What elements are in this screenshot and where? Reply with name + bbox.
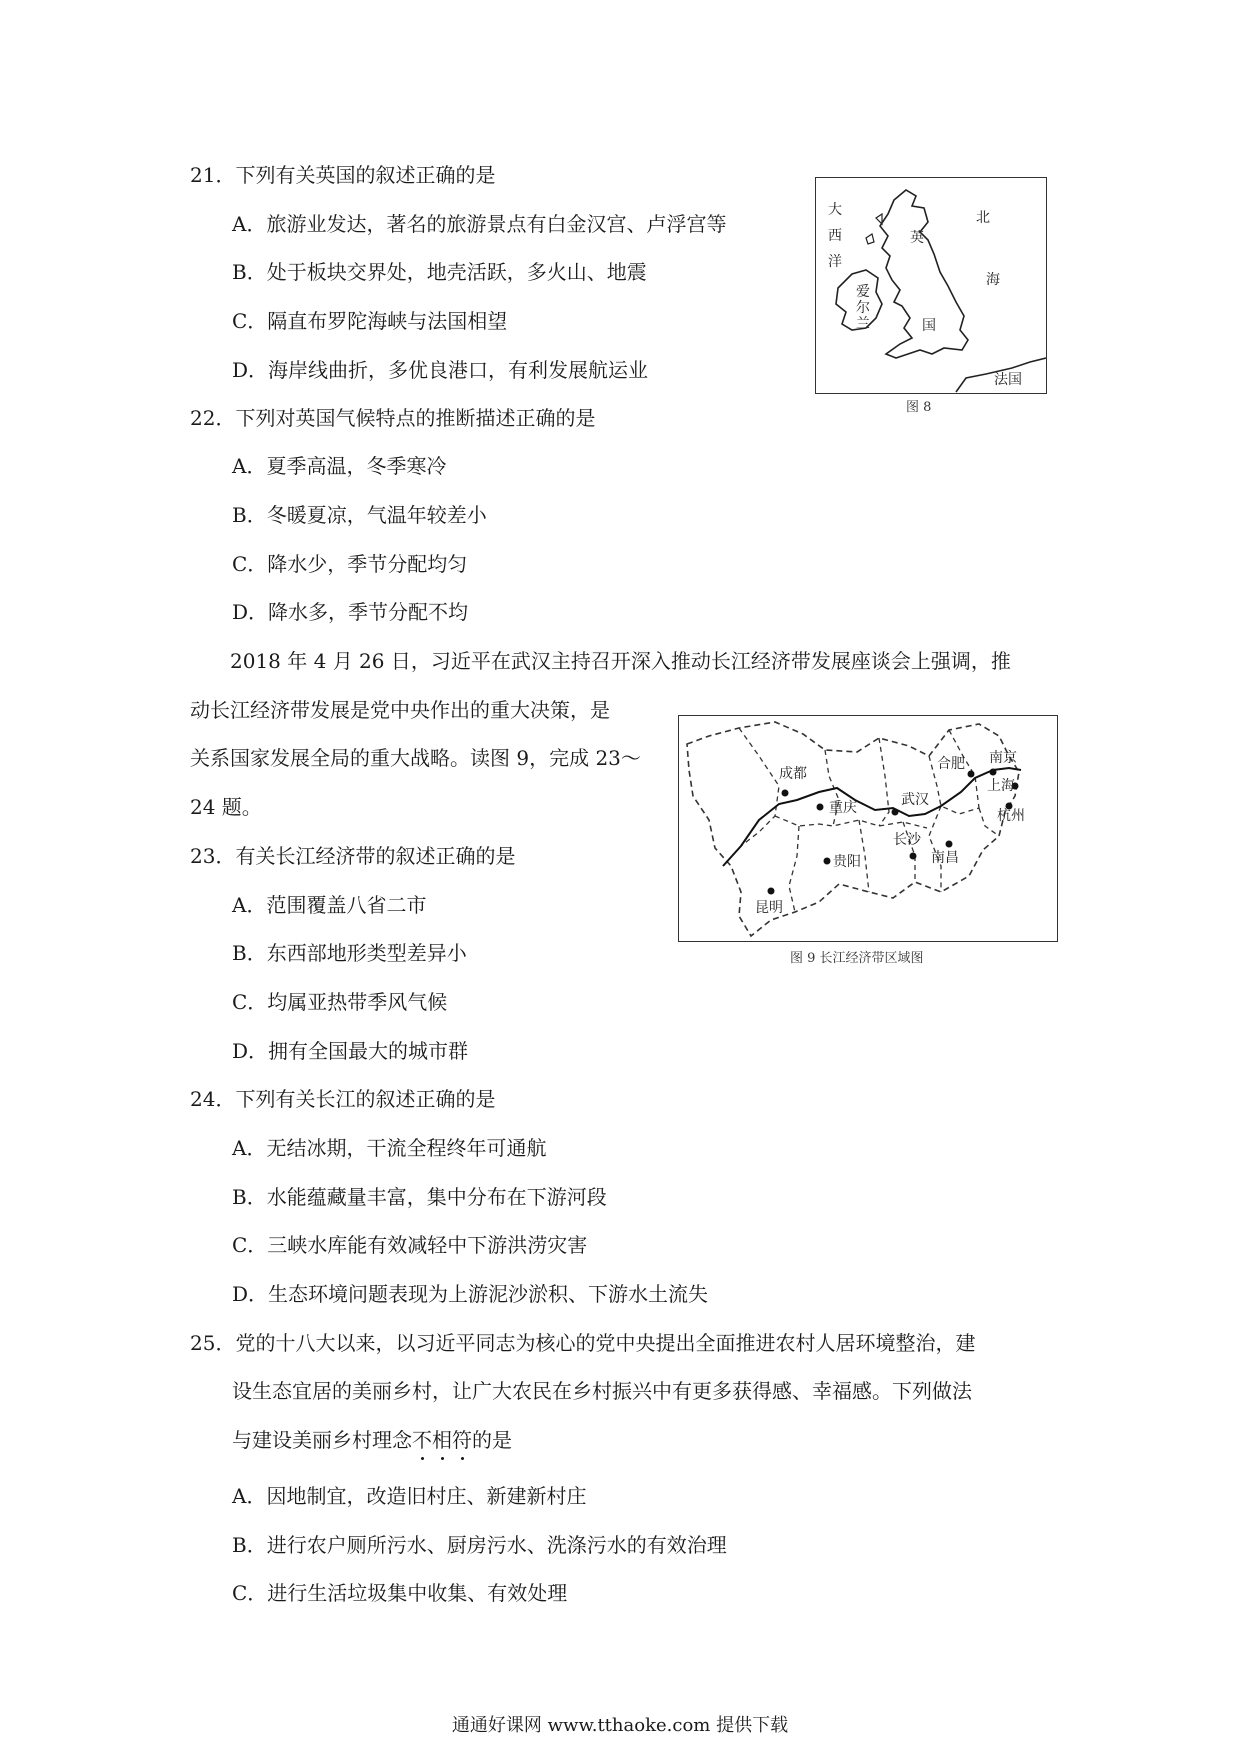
question-23-stem: 23．有关长江经济带的叙述正确的是 bbox=[190, 844, 516, 868]
city-label-shanghai: 上海 bbox=[987, 778, 1015, 794]
emphasis-char: 不 bbox=[412, 1428, 432, 1452]
isle-outline bbox=[876, 214, 882, 224]
question-25-stem-post: 的是 bbox=[472, 1428, 512, 1452]
label-atlantic-1: 大 bbox=[828, 202, 842, 218]
question-22-stem: 22．下列对英国气候特点的推断描述正确的是 bbox=[190, 406, 596, 430]
emphasis-char: 相 bbox=[432, 1428, 452, 1452]
province-line bbox=[789, 826, 799, 912]
isle-outline bbox=[866, 234, 874, 244]
label-atlantic-3: 洋 bbox=[828, 254, 842, 270]
city-dot-changsha bbox=[910, 853, 917, 860]
city-dot-hefei bbox=[968, 771, 975, 778]
question-25-stem-pre: 与建设美丽乡村理念 bbox=[232, 1428, 412, 1452]
uk-map-drawing bbox=[816, 178, 1046, 393]
label-uk-2: 国 bbox=[922, 318, 936, 334]
question-24-stem: 24．下列有关长江的叙述正确的是 bbox=[190, 1087, 496, 1111]
city-dot-chongqing bbox=[817, 804, 824, 811]
province-line bbox=[979, 808, 999, 836]
label-uk-1: 英 bbox=[910, 230, 924, 246]
city-dot-kunming bbox=[768, 888, 775, 895]
city-label-chengdu: 成都 bbox=[779, 766, 807, 782]
figure-8-caption: 图 8 bbox=[906, 400, 932, 415]
city-label-changsha: 长沙 bbox=[893, 832, 921, 848]
city-label-hefei: 合肥 bbox=[937, 756, 965, 772]
passage-line-2: 动长江经济带发展是党中央作出的重大决策，是 bbox=[190, 698, 610, 722]
province-line bbox=[879, 738, 889, 826]
city-dot-nanjing bbox=[990, 769, 997, 776]
figure-9-caption: 图 9 长江经济带区域图 bbox=[790, 951, 924, 966]
city-label-nanjing: 南京 bbox=[989, 750, 1017, 766]
question-23-option-d: D．拥有全国最大的城市群 bbox=[232, 1039, 469, 1063]
question-24-option-c: C．三峡水库能有效减轻中下游洪涝灾害 bbox=[232, 1233, 588, 1257]
city-dot-guiyang bbox=[824, 858, 831, 865]
question-25-stem-line-1: 25．党的十八大以来，以习近平同志为核心的党中央提出全面推进农村人居环境整治，建 bbox=[190, 1331, 976, 1355]
question-25-stem-line-2: 设生态宜居的美丽乡村，让广大农民在乡村振兴中有更多获得感、幸福感。下列做法 bbox=[232, 1379, 972, 1403]
question-22-option-d: D．降水多，季节分配不均 bbox=[232, 600, 469, 624]
passage-line-3: 关系国家发展全局的重大战略。读图 9，完成 23～ bbox=[190, 746, 641, 770]
label-france: 法国 bbox=[994, 372, 1022, 388]
question-25-option-b: B．进行农户厕所污水、厨房污水、洗涤污水的有效治理 bbox=[232, 1533, 727, 1557]
question-25-option-c: C．进行生活垃圾集中收集、有效处理 bbox=[232, 1581, 568, 1605]
province-line bbox=[929, 806, 941, 892]
emphasis-char: 符 bbox=[452, 1428, 472, 1452]
question-23-option-a: A．范围覆盖八省二市 bbox=[232, 893, 427, 917]
label-north-1: 北 bbox=[976, 210, 990, 226]
question-22-option-c: C．降水少，季节分配均匀 bbox=[232, 552, 468, 576]
question-21-option-c: C．隔直布罗陀海峡与法国相望 bbox=[232, 309, 508, 333]
label-ireland-3: 兰 bbox=[856, 316, 870, 332]
province-line bbox=[739, 728, 779, 846]
city-label-guiyang: 贵阳 bbox=[833, 854, 861, 870]
question-25-option-a: A．因地制宜，改造旧村庄、新建新村庄 bbox=[232, 1484, 587, 1508]
question-25-stem-line-3 bbox=[232, 1427, 512, 1453]
province-line bbox=[903, 822, 915, 882]
city-label-chongqing: 重庆 bbox=[829, 800, 857, 816]
label-ireland-2: 尔 bbox=[856, 300, 870, 316]
city-label-wuhan: 武汉 bbox=[901, 792, 929, 808]
label-north-2: 海 bbox=[986, 272, 1000, 288]
question-23-option-c: C．均属亚热带季风气候 bbox=[232, 990, 448, 1014]
region-boundary bbox=[687, 722, 1019, 936]
question-22-option-b: B．冬暖夏凉，气温年较差小 bbox=[232, 503, 487, 527]
question-21-option-d: D．海岸线曲折，多优良港口，有利发展航运业 bbox=[232, 358, 649, 382]
page-footer: 通通好课网 www.tthaoke.com 提供下载 bbox=[451, 1715, 789, 1736]
label-ireland-1: 爱 bbox=[856, 284, 870, 300]
question-24-option-b: B．水能蕴藏量丰富，集中分布在下游河段 bbox=[232, 1185, 607, 1209]
city-dot-wuhan bbox=[892, 809, 899, 816]
city-dot-chengdu bbox=[782, 790, 789, 797]
passage-line-4: 24 题。 bbox=[190, 795, 262, 819]
city-label-hangzhou: 杭州 bbox=[997, 808, 1025, 824]
figure-8-uk-map bbox=[815, 177, 1047, 394]
question-21-option-a: A．旅游业发达，著名的旅游景点有白金汉宫、卢浮宫等 bbox=[232, 212, 727, 236]
question-21-option-b: B．处于板块交界处，地壳活跃，多火山、地震 bbox=[232, 260, 647, 284]
question-23-option-b: B．东西部地形类型差异小 bbox=[232, 941, 467, 965]
question-24-option-a: A．无结冰期，干流全程终年可通航 bbox=[232, 1136, 547, 1160]
city-label-nanchang: 南昌 bbox=[931, 850, 959, 866]
figure-9-yangtze-map bbox=[678, 715, 1058, 942]
yangtze-map-drawing bbox=[679, 716, 1057, 941]
label-atlantic-2: 西 bbox=[828, 228, 842, 244]
question-24-option-d: D．生态环境问题表现为上游泥沙淤积、下游水土流失 bbox=[232, 1282, 709, 1306]
city-dot-nanchang bbox=[946, 841, 953, 848]
yangtze-river bbox=[723, 768, 1021, 866]
question-22-option-a: A．夏季高温，冬季寒冷 bbox=[232, 454, 447, 478]
question-21-stem: 21．下列有关英国的叙述正确的是 bbox=[190, 163, 496, 187]
passage-line-1: 2018 年 4 月 26 日，习近平在武汉主持召开深入推动长江经济带发展座谈会上强调，推 bbox=[230, 649, 1011, 673]
city-label-kunming: 昆明 bbox=[755, 900, 783, 916]
